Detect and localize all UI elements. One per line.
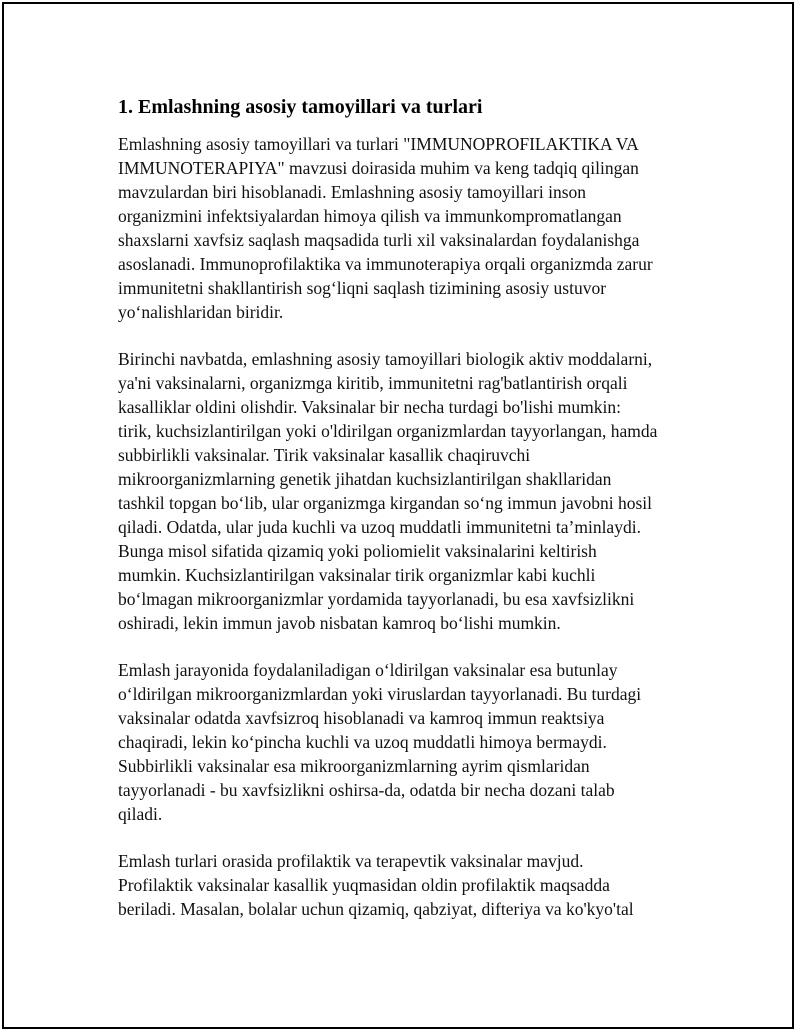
paragraph-line: tashkil topgan bo‘lib, ular organizmga kirgandan so‘ng immun javobni hosil xyxy=(118,493,652,513)
paragraph-line: tayyorlanadi - bu xavfsizlikni oshirsa-da, odatda bir necha dozani talab xyxy=(118,780,615,800)
paragraph-line: Emlash jarayonida foydalaniladigan o‘ldirilgan vaksinalar esa butunlay xyxy=(118,660,618,680)
paragraph-line: mavzulardan biri hisoblanadi. Emlashning asosiy tamoyillari inson xyxy=(118,182,587,202)
paragraph-3 xyxy=(118,658,693,826)
paragraph-line: chaqiradi, lekin ko‘pincha kuchli va uzoq muddatli himoya bermaydi. xyxy=(118,732,607,752)
paragraph-line: ya'ni vaksinalarni, organizmga kiritib, immunitetni rag'batlantirish orqali xyxy=(118,373,628,393)
paragraph-line: organizmini infektsiyalardan himoya qilish va immunkompromatlangan xyxy=(118,206,622,226)
paragraph-line: tirik, kuchsizlantirilgan yoki o'ldirilgan organizmlardan tayyorlangan, hamda xyxy=(118,421,658,441)
paragraph-line: asoslanadi. Immunoprofilaktika va immunoterapiya orqali organizmda zarur xyxy=(118,254,653,274)
paragraph-line: immunitetni shakllantirish sog‘liqni saqlash tizimining asosiy ustuvor xyxy=(118,278,607,298)
paragraph-line: Birinchi navbatda, emlashning asosiy tamoyillari biologik aktiv moddalarni, xyxy=(118,349,653,369)
paragraph-2 xyxy=(118,347,693,635)
paragraph-line: Bunga misol sifatida qizamiq yoki poliomielit vaksinalarini keltirish xyxy=(118,541,597,561)
paragraph-line: Profilaktik vaksinalar kasallik yuqmasidan oldin profilaktik maqsadda xyxy=(118,875,610,895)
paragraph-line: qiladi. xyxy=(118,804,163,824)
paragraph-line: vaksinalar odatda xavfsizroq hisoblanadi va kamroq immun reaktsiya xyxy=(118,708,605,728)
paragraph-line: subbirlikli vaksinalar. Tirik vaksinalar kasallik chaqiruvchi xyxy=(118,445,531,465)
paragraph-line: o‘ldirilgan mikroorganizmlardan yoki viruslardan tayyorlanadi. Bu turdagi xyxy=(118,684,642,704)
paragraph-1 xyxy=(118,132,693,324)
paragraph-line: mumkin. Kuchsizlantirilgan vaksinalar tirik organizmlar kabi kuchli xyxy=(118,565,596,585)
paragraph-line: Emlashning asosiy tamoyillari va turlari "IMMUNOPROFILAKTIKA VA xyxy=(118,134,639,154)
paragraph-line: yo‘nalishlaridan biridir. xyxy=(118,302,284,322)
section-heading: 1. Emlashning asosiy tamoyillari va turlari xyxy=(118,96,483,118)
paragraph-line: beriladi. Masalan, bolalar uchun qizamiq, qabziyat, difteriya va ko'kyo'tal xyxy=(118,899,634,919)
paragraph-line: shaxslarni xavfsiz saqlash maqsadida turli xil vaksinalardan foydalanishga xyxy=(118,230,640,250)
paragraph-line: Emlash turlari orasida profilaktik va terapevtik vaksinalar mavjud. xyxy=(118,851,584,871)
paragraph-4 xyxy=(118,849,693,921)
paragraph-line: Subbirlikli vaksinalar esa mikroorganizmlarning ayrim qismlaridan xyxy=(118,756,590,776)
document-body xyxy=(118,92,693,944)
paragraph-line: qiladi. Odatda, ular juda kuchli va uzoq muddatli immunitetni ta’minlaydi. xyxy=(118,517,641,537)
paragraph-line: bo‘lmagan mikroorganizmlar yordamida tayyorlanadi, bu esa xavfsizlikni xyxy=(118,589,635,609)
paragraph-line: kasalliklar oldini olishdir. Vaksinalar bir necha turdagi bo'lishi mumkin: xyxy=(118,397,621,417)
paragraph-line: mikroorganizmlarning genetik jihatdan kuchsizlantirilgan shakllaridan xyxy=(118,469,612,489)
paragraph-line: oshiradi, lekin immun javob nisbatan kamroq bo‘lishi mumkin. xyxy=(118,613,561,633)
paragraph-line: IMMUNOTERAPIYA" mavzusi doirasida muhim va keng tadqiq qilingan xyxy=(118,158,639,178)
